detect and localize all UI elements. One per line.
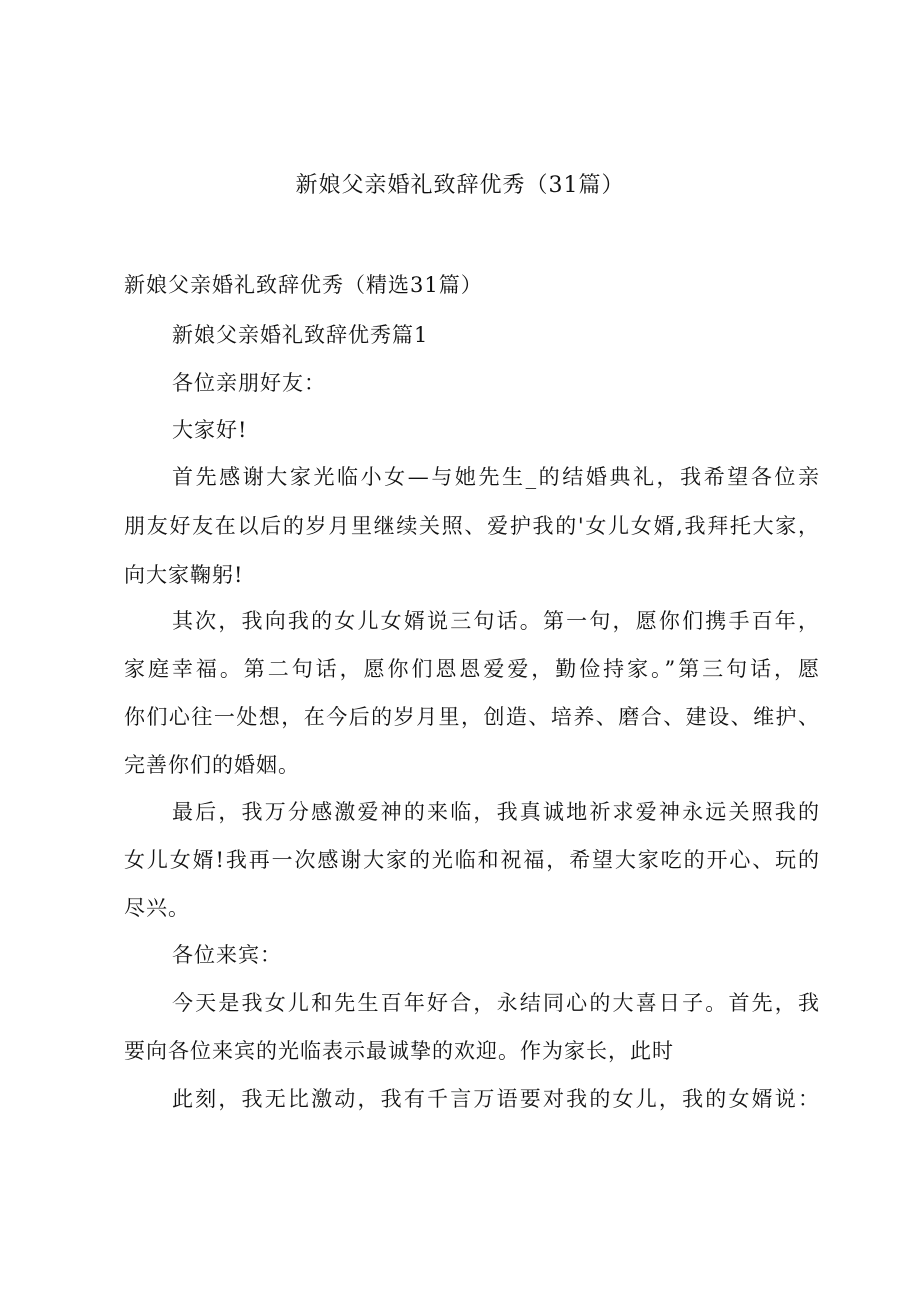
paragraph-line: 其次，我向我的女儿女婿说三句话。第一句，愿你们携手百年， [172,609,820,633]
document-subtitle: 新娘父亲婚礼致辞优秀（精选31篇） [124,273,483,297]
paragraph-line: 首先感谢大家光临小女—与她先生_的结婚典礼，我希望各位亲 [172,465,820,489]
paragraph-line: 女儿女婿!我再一次感谢大家的光临和祝福，希望大家吃的开心、玩的 [124,848,820,872]
paragraph-line: 家庭幸福。第二句话，愿你们恩恩爱爱，勤俭持家。”第三句话，愿 [124,657,820,681]
document-title: 新娘父亲婚礼致辞优秀（31篇） [295,173,625,198]
paragraph-line: 朋友好友在以后的岁月里继续关照、爱护我的'女儿女婿,我拜托大家， [124,514,820,538]
paragraph-line: 要向各位来宾的光临表示最诚挚的欢迎。作为家长，此时 [124,1039,674,1063]
paragraph-line: 你们心往一处想，在今后的岁月里，创造、培养、磨合、建设、维护、 [124,705,820,729]
paragraph-line: 大家好! [172,418,248,442]
paragraph-line: 尽兴。 [124,896,190,920]
paragraph-line: 完善你们的婚姻。 [124,753,300,777]
paragraph-line: 最后，我万分感激爱神的来临，我真诚地祈求爱神永远关照我的 [172,800,820,824]
paragraph-line: 各位亲朋好友： [172,371,326,395]
paragraph-line: 今天是我女儿和先生百年好合，永结同心的大喜日子。首先，我 [172,991,820,1015]
paragraph-line: 各位来宾： [172,943,282,967]
section-heading: 新娘父亲婚礼致辞优秀篇1 [172,323,429,347]
paragraph-line: 此刻，我无比激动，我有千言万语要对我的女儿，我的女婿说： [172,1087,820,1111]
paragraph-line: 向大家鞠躬! [124,563,244,587]
